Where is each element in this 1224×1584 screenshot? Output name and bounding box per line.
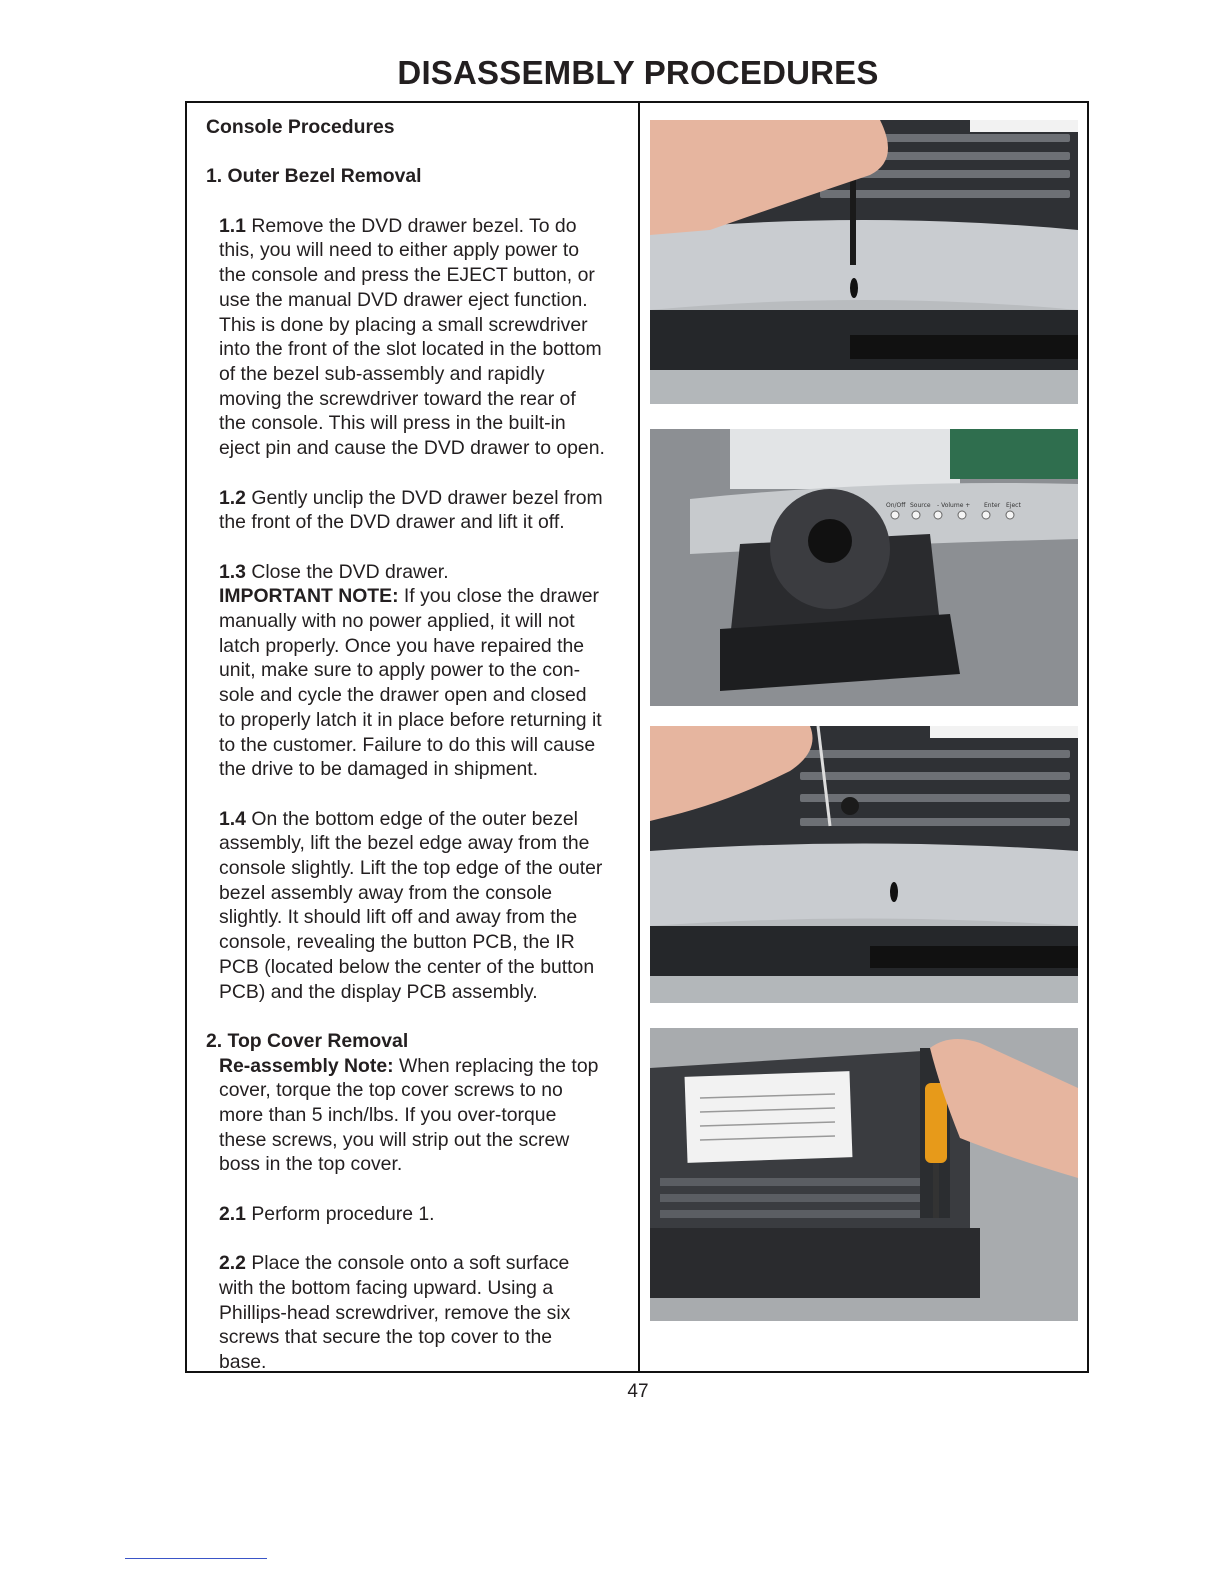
important-note-line: sole and cycle the drawer open and closed [219,684,587,707]
step-1-4-line: slightly. It should lift off and away from the [219,906,578,929]
procedure-1-heading: 1. Outer Bezel Removal [206,165,422,188]
step-2-2-line: 2.2 Place the console onto a soft surface [219,1252,570,1275]
step-1-4 [206,807,634,1005]
step-2-2-line: base. [219,1351,267,1374]
photo-open-dvd-drawer-illustration [650,429,1078,706]
step-number: 1.2 [219,486,246,509]
step-2-1 [206,1202,634,1227]
photo-bezel-edge-release-illustration [650,726,1078,1003]
photo-open-dvd-drawer [650,429,1078,706]
panel-label: Source [910,502,931,509]
step-1-1-line: of the bezel sub-assembly and rapidly [219,363,545,385]
reassembly-note-line: Re-assembly Note: When replacing the top [219,1054,599,1077]
step-1-1-line: use the manual DVD drawer eject function. [219,288,588,311]
important-note-line: unit, make sure to apply power to the con- [219,659,581,682]
step-1-1-line: this, you will need to either apply power to [219,239,580,262]
panel-label: - Volume + [937,502,971,509]
step-1-1-line: moving the screwdriver toward the rear of [219,387,576,410]
step-1-1-line: This is done by placing a small screwdriver [219,313,588,336]
page-title: DISASSEMBLY PROCEDURES [397,54,879,91]
step-2-2-line: with the bottom facing upward. Using a [219,1276,554,1299]
step-1-3-line: 1.3 Close the DVD drawer. [219,560,449,583]
step-1-4-line: assembly, lift the bezel edge away from the [219,832,590,855]
important-note-line: manually with no power applied, it will not [219,610,575,632]
step-1-1-line: into the front of the slot located in the bottom [219,338,602,361]
reassembly-note [206,1054,634,1178]
step-1-1-line: 1.1 Remove the DVD drawer bezel. To do [219,214,577,237]
step-2-2-line: screws that secure the top cover to the [219,1326,553,1349]
step-2-2 [206,1251,634,1375]
photo-bezel-eject-slot-illustration [650,120,1078,404]
step-1-4-line: console slightly. Lift the top edge of the outer [219,857,603,880]
step-1-2 [206,486,634,535]
section-heading: Console Procedures [206,116,395,138]
step-1-4-line: PCB) and the display PCB assembly. [219,980,538,1003]
step-1-4-line: 1.4 On the bottom edge of the outer bezel [219,807,578,830]
step-number: 2.2 [219,1252,246,1275]
reassembly-note-line: cover, torque the top cover screws to no [219,1079,563,1102]
column-divider [638,101,640,1373]
step-1-2-line: 1.2 Gently unclip the DVD drawer bezel from [219,486,603,509]
step-1-4-line: console, revealing the button PCB, the IR [219,931,575,954]
photo-bezel-eject-slot [650,120,1078,404]
panel-label: Eject [1006,502,1021,509]
important-note-line: IMPORTANT NOTE: If you close the drawer [219,585,599,608]
step-number: 1.4 [219,807,246,830]
important-note-line: latch properly. Once you have repaired the [219,634,585,657]
photo-console-bottom-screws-illustration [650,1028,1078,1321]
step-2-2-line: Phillips-head screwdriver, remove the six [219,1301,571,1324]
step-1-1-line: eject pin and cause the DVD drawer to open. [219,437,605,460]
step-1-4-line: bezel assembly away from the console [219,881,553,904]
important-note-line: to properly latch it in place before returning it [219,708,602,731]
reassembly-note-line: these screws, you will strip out the screw [219,1128,570,1151]
step-number: 1.3 [219,560,246,583]
procedure-text-column [206,115,634,1375]
step-number: 1.1 [219,214,246,237]
step-1-4-line: PCB (located below the center of the button [219,955,595,978]
photo-console-bottom-screws [650,1028,1078,1321]
panel-label: On/Off [886,502,906,509]
important-note-line: to the customer. Failure to do this will cause [219,733,596,756]
panel-label: Enter [984,502,1001,509]
page-number: 47 [627,1381,649,1402]
important-note-line: the drive to be damaged in shipment. [219,758,539,781]
reassembly-note-line: boss in the top cover. [219,1153,403,1176]
step-1-2-line: the front of the DVD drawer and lift it off. [219,511,565,534]
step-1-3 [206,560,634,782]
step-1-1-line: the console and press the EJECT button, or [219,264,595,287]
procedure-2-heading: 2. Top Cover Removal [206,1029,409,1052]
reassembly-note-label: Re-assembly Note: [219,1054,394,1077]
reassembly-note-line: more than 5 inch/lbs. If you over-torque [219,1104,557,1127]
important-note-label: IMPORTANT NOTE: [219,585,399,608]
step-1-1 [206,214,634,461]
step-2-1-line: 2.1 Perform procedure 1. [219,1202,435,1225]
step-1-1-line: the console. This will press in the built-in [219,412,566,435]
footnote-rule [125,1558,267,1559]
step-number: 2.1 [219,1202,246,1225]
photo-bezel-edge-release [650,726,1078,1003]
